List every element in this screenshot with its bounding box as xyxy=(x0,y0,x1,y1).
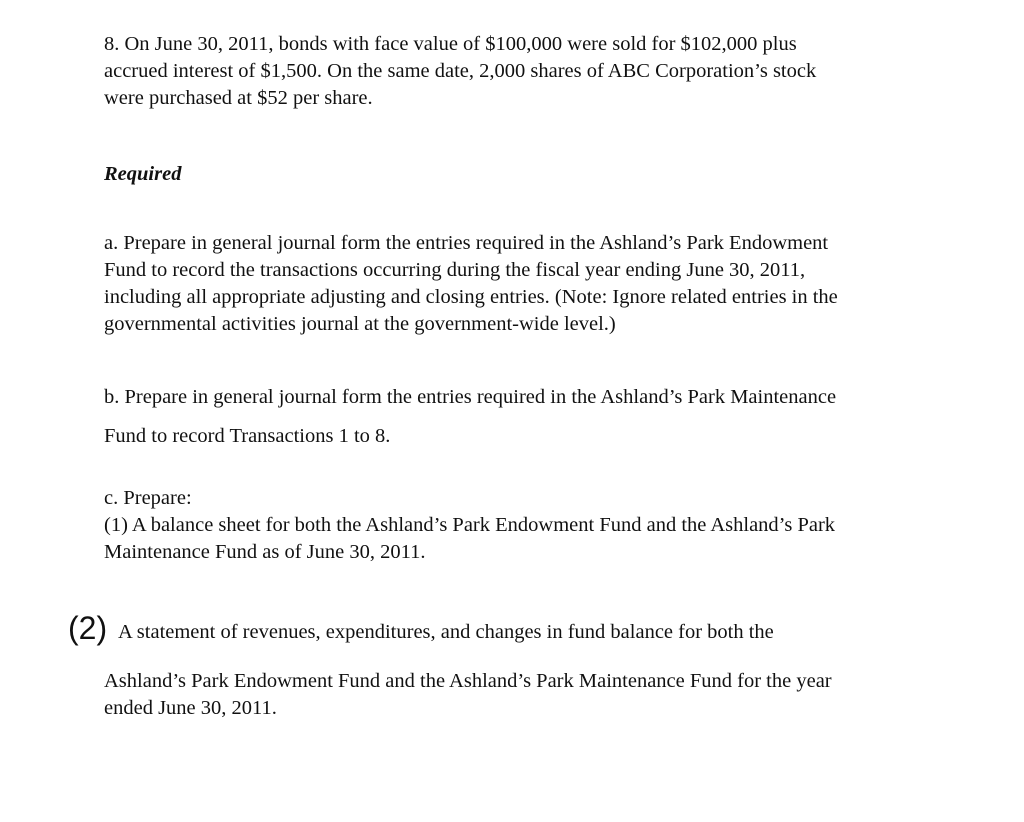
part-c2-line-2: Ashland’s Park Endowment Fund and the Ashland’s Park Maintenance Fund for the year xyxy=(104,669,832,692)
part-b-line-1: b. Prepare in general journal form the entries required in the Ashland’s Park Maintenance xyxy=(104,386,837,408)
part-a-paragraph xyxy=(104,230,944,338)
part-c-line-1: c. Prepare: xyxy=(104,487,192,509)
required-heading: Required xyxy=(104,163,182,185)
part-b-line-2: Fund to record Transactions 1 to 8. xyxy=(104,425,391,447)
part-c-paragraph xyxy=(104,485,944,566)
part-c2-line-1: A statement of revenues, expenditures, and changes in fund balance for both the xyxy=(118,621,774,643)
part-c-line-3: Maintenance Fund as of June 30, 2011. xyxy=(104,541,426,563)
part-a-line-3: including all appropriate adjusting and closing entries. (Note: Ignore related entries in the xyxy=(104,286,838,308)
transaction-8-paragraph xyxy=(104,31,944,112)
part-c2-marker: (2) xyxy=(68,610,108,646)
part-b-paragraph xyxy=(104,378,944,456)
part-a-line-2: Fund to record the transactions occurring during the fiscal year ending June 30, 2011, xyxy=(104,259,806,281)
part-c2-paragraph xyxy=(104,668,944,722)
part-a-line-1: a. Prepare in general journal form the entries required in the Ashland’s Park Endowment xyxy=(104,232,829,254)
part-a-line-4: governmental activities journal at the government-wide level.) xyxy=(104,313,616,335)
part-c2-line-3: ended June 30, 2011. xyxy=(104,696,277,719)
transaction-8-line-1: 8. On June 30, 2011, bonds with face value of $100,000 were sold for $102,000 plus xyxy=(104,33,797,55)
transaction-8-line-3: were purchased at $52 per share. xyxy=(104,87,373,109)
transaction-8-line-2: accrued interest of $1,500. On the same date, 2,000 shares of ABC Corporation’s stock xyxy=(104,60,817,82)
part-c-line-2: (1) A balance sheet for both the Ashland’s Park Endowment Fund and the Ashland’s Park xyxy=(104,514,836,536)
